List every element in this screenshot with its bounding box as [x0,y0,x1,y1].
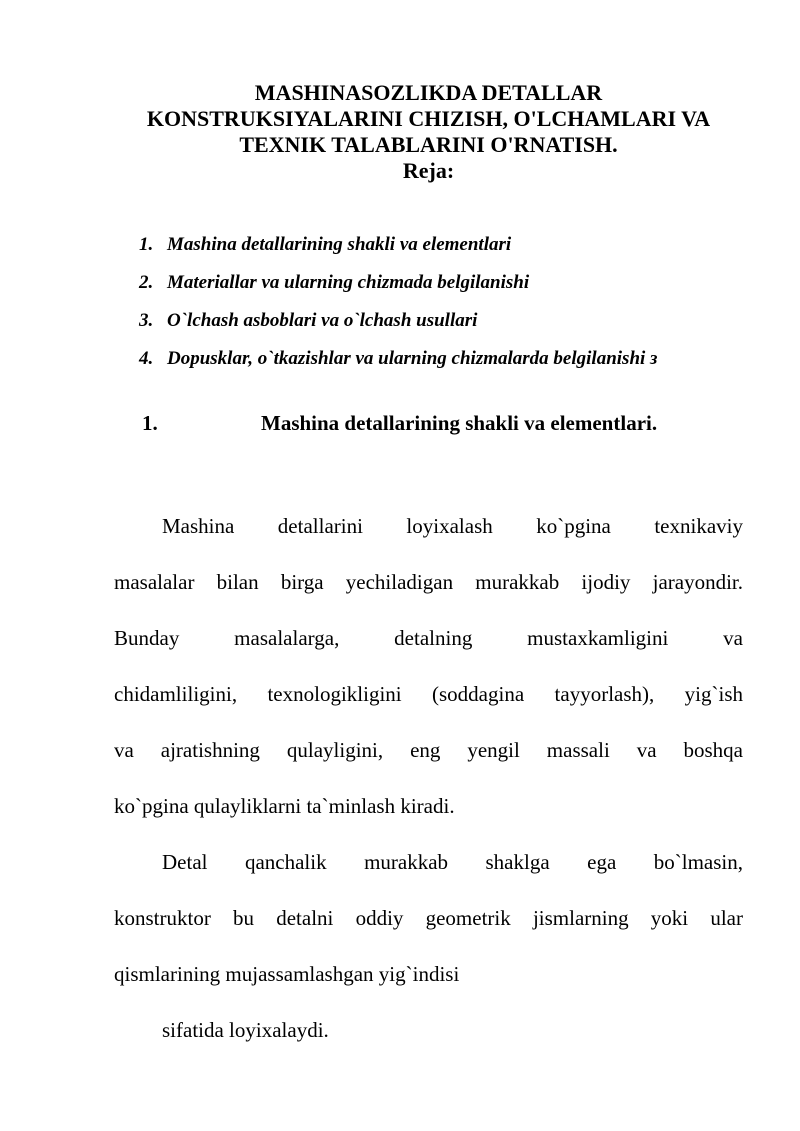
section-heading [114,408,743,438]
paragraph [114,1002,743,1058]
body-line: ko`pgina qulayliklarni ta`minlash kiradi. [114,794,455,818]
list-item-number: 2. [139,272,154,293]
paragraph [114,834,743,1002]
paragraph [114,498,743,834]
section-heading-text: Mashina detallarining shakli va elementlari. [261,411,658,435]
body-line: sifatida loyixalaydi. [162,1018,329,1042]
list-item [114,264,743,302]
document-title [114,80,743,158]
title-line-3: TEXNIK TALABLARINI O'RNATISH. [239,132,618,157]
list-item [114,302,743,340]
body-line: Detal qanchalik murakkab shaklga ega bo`lmasin, [162,850,743,874]
body-line: va ajratishning qulayligini, eng yengil massali va boshqa [114,738,743,762]
body-line: masalalar bilan birga yechiladigan murakkab ijodiy jarayondir. [114,570,743,594]
list-item-text: Dopusklar, o`tkazishlar va ularning chizmalarda belgilanishi з [167,348,658,369]
list-item [114,340,743,378]
list-item [114,226,743,264]
body-line: chidamliligini, texnologikligini (soddagina tayyorlash), yig`ish [114,682,743,706]
title-line-2: KONSTRUKSIYALARINI CHIZISH, O'LCHAMLARI VA [146,106,711,131]
body-line: Mashina detallarini loyixalash ko`pgina texnikaviy [162,514,743,538]
body-text [114,498,743,1058]
body-line: Bunday masalalarga, detalning mustaxkamligini va [114,626,743,650]
list-item-text: O`lchash asboblari va o`lchash usullari [167,310,478,331]
body-line: konstruktor bu detalni oddiy geometrik jismlarning yoki ular [114,906,743,930]
list-item-number: 3. [139,310,154,331]
section-heading-number: 1. [142,411,158,435]
plan-list [114,226,743,378]
list-item-number: 4. [139,348,154,369]
title-line-1: MASHINASOZLIKDA DETALLAR [254,80,603,105]
list-item-number: 1. [139,234,154,255]
list-item-text: Mashina detallarining shakli va elementlari [167,234,512,255]
body-line: qismlarining mujassamlashgan yig`indisi [114,962,460,986]
list-item-text: Materiallar va ularning chizmada belgilanishi [167,272,530,293]
plan-label: Reja: [402,158,455,183]
